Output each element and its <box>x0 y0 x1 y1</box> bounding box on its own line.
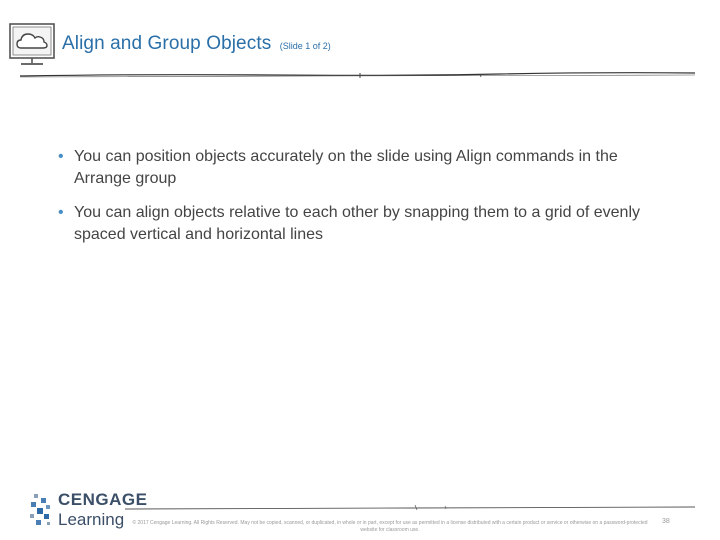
logo-text-learning: Learning <box>58 510 125 529</box>
page-number: 38 <box>662 518 670 525</box>
logo-text-cengage: CENGAGE <box>58 490 148 509</box>
bullet-item-1 <box>56 146 676 190</box>
bullet-text: You can position objects accurately on the slide using Align commands in the Arrange group <box>74 148 618 187</box>
header-divider <box>20 64 695 84</box>
copyright-text: © 2017 Cengage Learning. All Rights Reserved. May not be copied, scanned, or duplicated, in whole or in part, except for use as permitted in a license distributed with a certain product or service or otherwise on a password-protected website for classroom use. <box>132 520 648 533</box>
bullet-item-2 <box>56 202 676 246</box>
title-subtitle: (Slide 1 of 2) <box>279 41 331 51</box>
bullet-marker: • <box>58 148 64 165</box>
bullet-marker: • <box>58 204 64 221</box>
cengage-logo <box>28 488 148 534</box>
title-main: Align and Group Objects <box>62 33 272 54</box>
page-title <box>62 33 331 55</box>
cengage-logo-mark-icon <box>28 492 54 528</box>
footer-divider <box>125 500 695 516</box>
cloud-monitor-icon <box>7 22 57 70</box>
bullet-text: You can align objects relative to each other by snapping them to a grid of evenly spaced vertical and horizontal lines <box>74 204 640 243</box>
bullet-list <box>56 146 676 258</box>
